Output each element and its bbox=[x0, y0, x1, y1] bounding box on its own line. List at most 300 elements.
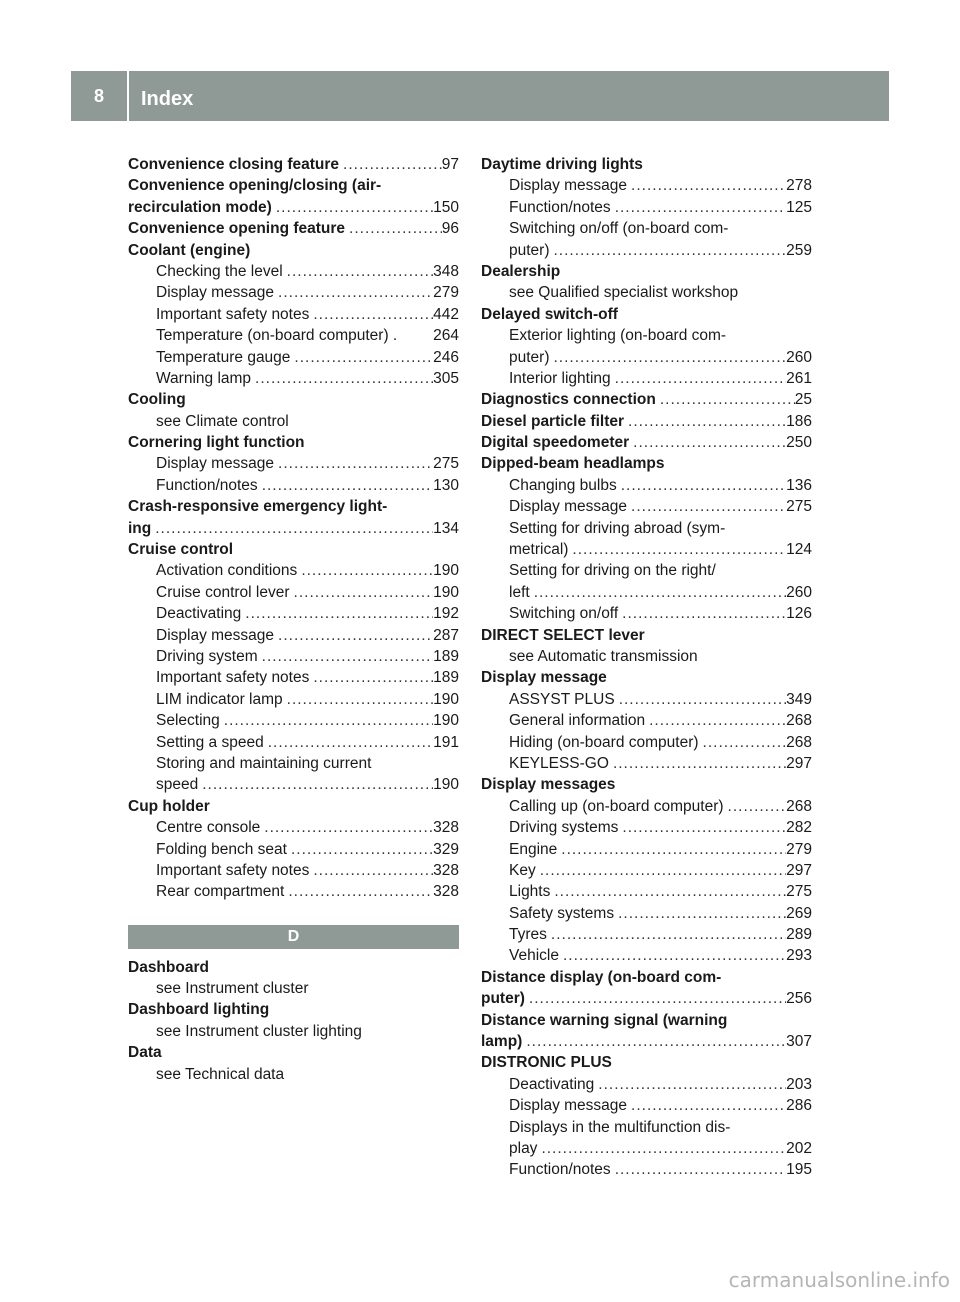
entry-text: metrical) bbox=[509, 541, 569, 559]
page-reference: 134 bbox=[433, 519, 459, 537]
entry-text: Switching on/off bbox=[509, 605, 619, 623]
entry-text: see Qualified specialist workshop bbox=[509, 284, 739, 302]
entry-text: Dipped-beam headlamps bbox=[481, 455, 665, 473]
page-reference: 250 bbox=[786, 434, 812, 452]
dot-leader bbox=[283, 689, 433, 710]
dot-leader bbox=[624, 411, 786, 432]
dot-leader bbox=[272, 197, 433, 218]
dot-leader bbox=[339, 154, 442, 175]
entry-text: Cruise control lever bbox=[156, 583, 290, 601]
dot-leader bbox=[287, 839, 433, 860]
index-entry bbox=[128, 957, 459, 978]
dot-leader bbox=[699, 732, 787, 753]
index-entry bbox=[481, 389, 812, 410]
entry-text: Daytime driving lights bbox=[481, 156, 643, 173]
index-subentry bbox=[128, 646, 459, 667]
page-reference: 328 bbox=[433, 819, 459, 837]
index-subentry bbox=[128, 732, 459, 753]
dot-leader bbox=[284, 881, 433, 902]
dot-leader bbox=[198, 774, 433, 795]
entry-text: Coolant (engine) bbox=[128, 241, 251, 259]
page-reference: 260 bbox=[786, 583, 812, 601]
index-subentry bbox=[128, 411, 459, 432]
index-subentry bbox=[481, 582, 812, 603]
entry-text: see Instrument cluster bbox=[156, 980, 309, 998]
entry-text: Vehicle bbox=[509, 947, 559, 965]
index-subentry bbox=[128, 689, 459, 710]
index-subentry bbox=[481, 282, 812, 303]
dot-leader bbox=[297, 560, 433, 581]
entry-text: Activation conditions bbox=[156, 562, 298, 580]
dot-leader bbox=[251, 368, 433, 389]
entry-text: Lights bbox=[509, 883, 551, 901]
entry-text: Warning lamp bbox=[156, 369, 252, 387]
dot-leader bbox=[241, 603, 433, 624]
index-subentry bbox=[128, 582, 459, 603]
page-reference: 349 bbox=[786, 690, 812, 708]
page-reference: 261 bbox=[786, 369, 812, 387]
entry-text: Engine bbox=[509, 840, 558, 858]
watermark: carmanualsonline.info bbox=[728, 1268, 950, 1292]
index-subentry bbox=[128, 261, 459, 282]
page-reference: 268 bbox=[786, 733, 812, 751]
page-reference: 125 bbox=[786, 198, 812, 216]
entry-text: DISTRONIC PLUS bbox=[481, 1054, 612, 1072]
index-entry bbox=[481, 261, 812, 282]
entry-text: Key bbox=[509, 861, 536, 879]
page-reference: 286 bbox=[786, 1097, 812, 1115]
entry-text: KEYLESS-GO bbox=[509, 754, 609, 772]
entry-text: Crash-responsive emergency light- bbox=[128, 498, 388, 516]
entry-text: Distance warning signal (warning bbox=[481, 1011, 728, 1029]
entry-text: Convenience closing feature bbox=[128, 156, 340, 173]
index-subentry bbox=[481, 881, 812, 902]
index-entry bbox=[128, 218, 459, 239]
index-entry bbox=[481, 1052, 812, 1073]
index-subentry bbox=[481, 1138, 812, 1159]
dot-leader bbox=[615, 689, 786, 710]
page-reference: 289 bbox=[786, 926, 812, 944]
dot-leader bbox=[557, 839, 786, 860]
dot-leader bbox=[550, 240, 787, 261]
entry-text: LIM indicator lamp bbox=[156, 690, 283, 708]
dot-leader bbox=[609, 753, 786, 774]
entry-text: Driving systems bbox=[509, 819, 619, 837]
page-reference: 305 bbox=[433, 369, 459, 387]
entry-text: Cornering light function bbox=[128, 434, 305, 452]
index-subentry bbox=[128, 560, 459, 581]
entry-text: Data bbox=[128, 1044, 162, 1062]
index-subentry bbox=[128, 475, 459, 496]
page-reference: 282 bbox=[786, 819, 812, 837]
page-reference: 191 bbox=[433, 733, 459, 751]
entry-text: Diesel particle filter bbox=[481, 412, 625, 430]
page-reference: 275 bbox=[786, 883, 812, 901]
index-entry bbox=[481, 154, 812, 175]
dot-leader bbox=[611, 368, 786, 389]
index-subentry bbox=[128, 860, 459, 881]
entry-text: Tyres bbox=[509, 926, 547, 944]
index-entry bbox=[128, 240, 459, 261]
index-subentry bbox=[481, 860, 812, 881]
dot-leader bbox=[645, 710, 786, 731]
dot-leader bbox=[264, 732, 433, 753]
index-subentry bbox=[128, 774, 459, 795]
index-subentry bbox=[128, 347, 459, 368]
entry-text: Exterior lighting (on-board com- bbox=[509, 327, 727, 345]
entry-text: DIRECT SELECT lever bbox=[481, 626, 645, 644]
index-subentry bbox=[481, 903, 812, 924]
page-reference: 126 bbox=[786, 605, 812, 623]
dot-leader bbox=[274, 282, 433, 303]
index-subentry bbox=[128, 753, 459, 774]
dot-leader bbox=[559, 945, 786, 966]
dot-leader bbox=[309, 860, 433, 881]
entry-text: see Technical data bbox=[156, 1065, 285, 1083]
entry-text: Selecting bbox=[156, 712, 220, 730]
page-reference: 329 bbox=[433, 840, 459, 858]
page-reference: 192 bbox=[433, 605, 459, 623]
dot-leader bbox=[525, 988, 786, 1009]
dot-leader bbox=[536, 860, 786, 881]
entry-text: Setting for driving abroad (sym- bbox=[509, 519, 726, 537]
page-reference: 275 bbox=[786, 498, 812, 516]
page-title: Index bbox=[141, 88, 194, 110]
index-subentry bbox=[128, 453, 459, 474]
entry-text: Deactivating bbox=[156, 605, 242, 623]
entry-text: Display message bbox=[509, 177, 628, 195]
entry-text: Dashboard bbox=[128, 958, 209, 976]
index-entry bbox=[128, 389, 459, 410]
page-reference: 130 bbox=[433, 476, 459, 494]
index-subentry bbox=[481, 368, 812, 389]
page-reference: 442 bbox=[433, 305, 459, 323]
entry-text: Setting for driving on the right/ bbox=[509, 562, 716, 580]
entry-text: Convenience opening/closing (air- bbox=[128, 177, 382, 195]
entry-text: Display message bbox=[156, 455, 275, 473]
entry-text: Deactivating bbox=[509, 1075, 595, 1093]
index-subentry bbox=[481, 796, 812, 817]
entry-text: General information bbox=[509, 712, 646, 730]
page-reference: 203 bbox=[786, 1075, 812, 1093]
index-subentry bbox=[481, 603, 812, 624]
index-entry bbox=[481, 1031, 812, 1052]
entry-text: Function/notes bbox=[509, 198, 611, 216]
index-subentry bbox=[481, 1074, 812, 1095]
entry-text: Diagnostics connection bbox=[481, 391, 656, 409]
entry-text: Cruise control bbox=[128, 541, 234, 559]
index-subentry bbox=[481, 753, 812, 774]
entry-text: Setting a speed bbox=[156, 733, 264, 751]
page-reference: 189 bbox=[433, 647, 459, 665]
dot-leader bbox=[309, 304, 433, 325]
dot-leader bbox=[618, 603, 786, 624]
page-reference: 269 bbox=[786, 904, 812, 922]
index-subentry bbox=[481, 496, 812, 517]
page-reference: 96 bbox=[441, 220, 459, 238]
index-entry bbox=[128, 175, 459, 196]
index-subentry bbox=[481, 325, 812, 346]
entry-text: Display message bbox=[509, 1097, 628, 1115]
dot-leader bbox=[530, 582, 786, 603]
entry-text: play bbox=[509, 1139, 538, 1157]
index-subentry bbox=[128, 304, 459, 325]
index-entry bbox=[128, 1042, 459, 1063]
index-column-right bbox=[481, 154, 812, 1181]
index-entry bbox=[128, 539, 459, 560]
entry-text: Display message bbox=[156, 626, 275, 644]
index-entry bbox=[481, 667, 812, 688]
index-subentry bbox=[481, 560, 812, 581]
dot-leader bbox=[627, 1095, 786, 1116]
entry-text: Important safety notes bbox=[156, 669, 310, 687]
dot-leader bbox=[614, 903, 786, 924]
dot-leader bbox=[537, 1138, 786, 1159]
entry-text: Interior lighting bbox=[509, 369, 611, 387]
dot-leader bbox=[260, 817, 433, 838]
index-list-c bbox=[128, 154, 459, 903]
index-subentry bbox=[128, 710, 459, 731]
header-divider bbox=[127, 71, 129, 121]
index-subentry bbox=[128, 667, 459, 688]
index-subentry bbox=[481, 240, 812, 261]
entry-text: Checking the level bbox=[156, 262, 283, 280]
dot-leader bbox=[611, 197, 786, 218]
dot-leader bbox=[618, 817, 786, 838]
index-subentry bbox=[128, 625, 459, 646]
index-entry bbox=[481, 1010, 812, 1031]
index-subentry bbox=[481, 197, 812, 218]
entry-text: see Instrument cluster lighting bbox=[156, 1022, 362, 1040]
page-reference: 293 bbox=[786, 947, 812, 965]
page-reference: 307 bbox=[786, 1033, 812, 1051]
entry-text: Important safety notes bbox=[156, 305, 310, 323]
page-reference: 287 bbox=[433, 626, 459, 644]
dot-leader bbox=[547, 924, 786, 945]
entry-text: speed bbox=[156, 776, 199, 794]
entry-text: lamp) bbox=[481, 1033, 523, 1051]
index-subentry bbox=[481, 817, 812, 838]
index-entry bbox=[481, 432, 812, 453]
index-subentry bbox=[128, 282, 459, 303]
page-reference: 195 bbox=[786, 1161, 812, 1179]
page-reference: 124 bbox=[786, 541, 812, 559]
index-entry bbox=[128, 432, 459, 453]
section-letter-bar: D bbox=[128, 925, 459, 949]
index-subentry bbox=[128, 978, 459, 999]
page-reference: 202 bbox=[786, 1139, 812, 1157]
index-subentry bbox=[481, 347, 812, 368]
dot-leader bbox=[274, 625, 433, 646]
dot-leader bbox=[283, 261, 433, 282]
index-subentry bbox=[481, 732, 812, 753]
index-entry bbox=[481, 411, 812, 432]
index-entry bbox=[128, 796, 459, 817]
index-subentry bbox=[481, 945, 812, 966]
entry-text: Cup holder bbox=[128, 797, 210, 815]
entry-text: Delayed switch-off bbox=[481, 305, 618, 323]
entry-text: Folding bench seat bbox=[156, 840, 287, 858]
page-number: 8 bbox=[93, 85, 104, 106]
entry-text: left bbox=[509, 583, 530, 601]
page-reference: 256 bbox=[786, 990, 812, 1008]
index-entry bbox=[128, 518, 459, 539]
page-reference: 268 bbox=[786, 712, 812, 730]
page-reference: 268 bbox=[786, 797, 812, 815]
page-reference: 259 bbox=[786, 241, 812, 259]
dot-leader bbox=[568, 539, 786, 560]
page-reference: 278 bbox=[786, 177, 812, 195]
index-subentry bbox=[128, 817, 459, 838]
dot-leader bbox=[627, 175, 786, 196]
page-reference: 279 bbox=[786, 840, 812, 858]
entry-text: Temperature gauge bbox=[156, 348, 291, 366]
page-reference: 328 bbox=[433, 883, 459, 901]
page-reference: 190 bbox=[433, 712, 459, 730]
index-subentry bbox=[481, 1117, 812, 1138]
dot-leader bbox=[594, 1074, 786, 1095]
index-entry bbox=[481, 967, 812, 988]
page-reference: 275 bbox=[433, 455, 459, 473]
dot-leader bbox=[724, 796, 787, 817]
entry-text: Function/notes bbox=[509, 1161, 611, 1179]
entry-text: Rear compartment bbox=[156, 883, 285, 901]
page-header bbox=[71, 71, 889, 121]
index-subentry bbox=[481, 646, 812, 667]
entry-text: puter) bbox=[481, 990, 525, 1008]
dot-leader bbox=[151, 518, 433, 539]
entry-text: Calling up (on-board computer) bbox=[509, 797, 724, 815]
index-list-d-continued bbox=[481, 154, 812, 1181]
entry-text: Dealership bbox=[481, 262, 561, 280]
index-subentry bbox=[481, 924, 812, 945]
page-reference: 97 bbox=[441, 156, 459, 173]
index-subentry bbox=[481, 475, 812, 496]
index-entry bbox=[128, 197, 459, 218]
index-subentry bbox=[481, 839, 812, 860]
index-subentry bbox=[128, 1064, 459, 1085]
index-entry bbox=[481, 988, 812, 1009]
dot-leader bbox=[617, 475, 786, 496]
index-subentry bbox=[481, 539, 812, 560]
dot-leader bbox=[629, 432, 786, 453]
index-entry bbox=[128, 999, 459, 1020]
index-subentry bbox=[481, 710, 812, 731]
page-reference: 260 bbox=[786, 348, 812, 366]
entry-text: Convenience opening feature bbox=[128, 220, 346, 238]
entry-text: Storing and maintaining current bbox=[156, 754, 372, 772]
dot-leader bbox=[656, 389, 795, 410]
dot-leader bbox=[274, 453, 433, 474]
entry-text: Digital speedometer bbox=[481, 434, 630, 452]
page-reference: 279 bbox=[433, 284, 459, 302]
entry-text: Display message bbox=[156, 284, 275, 302]
page-reference: 136 bbox=[786, 476, 812, 494]
index-subentry bbox=[128, 368, 459, 389]
entry-text: Switching on/off (on-board com- bbox=[509, 220, 729, 238]
index-entry bbox=[481, 774, 812, 795]
entry-text: see Climate control bbox=[156, 412, 289, 430]
page-reference: 297 bbox=[786, 754, 812, 772]
index-column-left bbox=[128, 154, 459, 1085]
entry-text: ing bbox=[128, 519, 152, 537]
entry-text: Dashboard lighting bbox=[128, 1001, 270, 1019]
page-reference: 297 bbox=[786, 861, 812, 879]
index-list-d bbox=[128, 957, 459, 1085]
entry-text: recirculation mode) bbox=[128, 198, 272, 216]
entry-text: Display messages bbox=[481, 776, 616, 794]
entry-text: Displays in the multifunction dis- bbox=[509, 1118, 731, 1136]
index-entry bbox=[481, 304, 812, 325]
entry-text: puter) bbox=[509, 348, 550, 366]
index-entry bbox=[481, 453, 812, 474]
dot-leader bbox=[550, 347, 787, 368]
page-reference: 190 bbox=[433, 562, 459, 580]
entry-text: Safety systems bbox=[509, 904, 615, 922]
dot-leader bbox=[290, 347, 433, 368]
page-reference: 150 bbox=[433, 198, 459, 216]
page-reference: 190 bbox=[433, 690, 459, 708]
index-subentry bbox=[128, 1021, 459, 1042]
dot-leader bbox=[258, 475, 433, 496]
entry-text: Display message bbox=[509, 498, 628, 516]
index-entry bbox=[128, 154, 459, 175]
entry-text: Display message bbox=[481, 669, 607, 687]
index-subentry bbox=[128, 839, 459, 860]
index-subentry bbox=[481, 689, 812, 710]
dot-leader bbox=[345, 218, 442, 239]
dot-leader bbox=[290, 582, 434, 603]
entry-text: Centre console bbox=[156, 819, 261, 837]
page-reference: 348 bbox=[433, 262, 459, 280]
dot-leader bbox=[220, 710, 433, 731]
dot-leader bbox=[522, 1031, 786, 1052]
entry-text: ASSYST PLUS bbox=[509, 690, 615, 708]
dot-leader bbox=[611, 1159, 786, 1180]
index-subentry bbox=[128, 603, 459, 624]
entry-text: Changing bulbs bbox=[509, 476, 617, 494]
index-entry bbox=[128, 496, 459, 517]
entry-text: see Automatic transmission bbox=[509, 647, 698, 665]
page-reference: 328 bbox=[433, 861, 459, 879]
index-entry bbox=[481, 625, 812, 646]
page-reference: 190 bbox=[433, 776, 459, 794]
index-subentry bbox=[128, 881, 459, 902]
entry-text: Temperature (on-board computer) . bbox=[156, 327, 398, 345]
entry-text: Hiding (on-board computer) bbox=[509, 733, 699, 751]
page-reference: 190 bbox=[433, 583, 459, 601]
entry-text: Important safety notes bbox=[156, 861, 310, 879]
entry-text: Distance display (on-board com- bbox=[481, 968, 722, 986]
entry-text: Function/notes bbox=[156, 476, 258, 494]
page-reference: 189 bbox=[433, 669, 459, 687]
dot-leader bbox=[258, 646, 433, 667]
entry-text: puter) bbox=[509, 241, 550, 259]
dot-leader bbox=[550, 881, 786, 902]
index-subentry bbox=[481, 218, 812, 239]
page-reference: 25 bbox=[794, 391, 812, 409]
entry-text: Cooling bbox=[128, 391, 186, 409]
dot-leader bbox=[627, 496, 786, 517]
index-subentry bbox=[128, 325, 459, 346]
page-reference: 186 bbox=[786, 412, 812, 430]
index-subentry bbox=[481, 1159, 812, 1180]
page-reference: 264 bbox=[433, 327, 459, 345]
index-subentry bbox=[481, 1095, 812, 1116]
page-reference: 246 bbox=[433, 348, 459, 366]
index-subentry bbox=[481, 175, 812, 196]
entry-text: Driving system bbox=[156, 647, 258, 665]
